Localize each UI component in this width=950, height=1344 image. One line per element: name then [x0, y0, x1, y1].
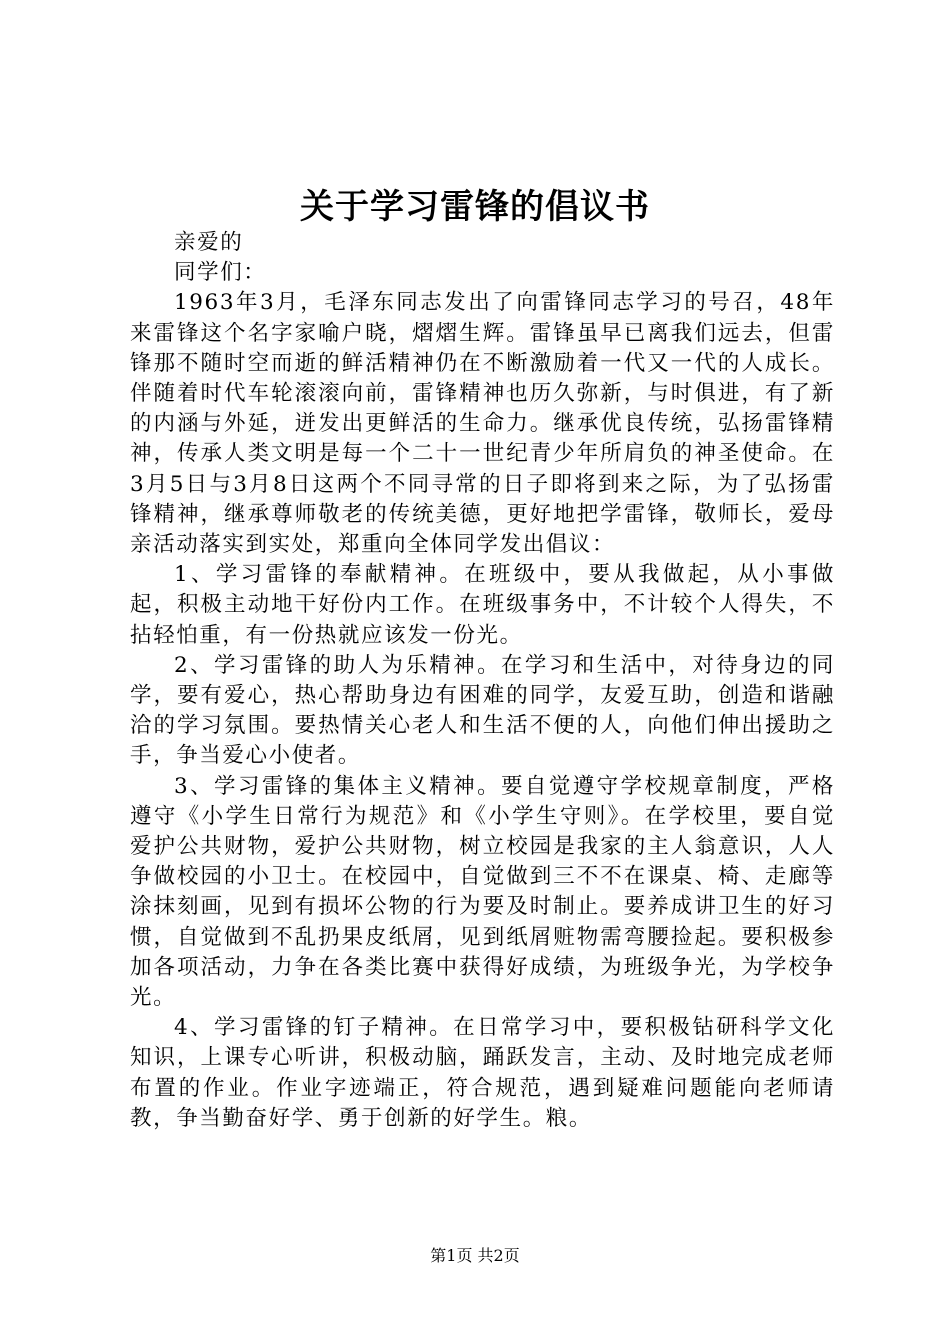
document-title: 关于学习雷锋的倡议书: [300, 187, 650, 227]
paragraph-item-3: 3、学习雷锋的集体主义精神。要自觉遵守学校规章制度，严格遵守《小学生日常行为规范》和《小学生守则》。在学校里，要自觉爱护公共财物，爱护公共财物，树立校园是我家的主人翁意识，人人争做校园的小卫士。在校园中，自觉做到三不不在课桌、椅、走廊等涂抹刻画，见到有损坏公物的行为要及时制止。要养成讲卫生的好习惯，自觉做到不乱扔果皮纸屑，见到纸屑赃物需弯腰捡起。要积极参加各项活动，力争在各类比赛中获得好成绩，为班级争光，为学校争光。: [130, 773, 835, 1011]
paragraph-item-1: 1、学习雷锋的奉献精神。在班级中，要从我做起，从小事做起，积极主动地干好份内工作。在班级事务中，不计较个人得失，不拈轻怕重，有一份热就应该发一份光。: [130, 562, 835, 648]
document-body: [130, 228, 835, 1134]
page-footer: 第1页 共2页: [430, 1246, 520, 1265]
paragraph-item-2: 2、学习雷锋的助人为乐精神。在学习和生活中，对待身边的同学，要有爱心，热心帮助身边有困难的同学，友爱互助，创造和谐融洽的学习氛围。要热情关心老人和生活不便的人，向他们伸出援助之手，争当爱心小使者。: [130, 652, 835, 769]
paragraph-intro: 1963年3月，毛泽东同志发出了向雷锋同志学习的号召，48年来雷锋这个名字家喻户晓，熠熠生辉。雷锋虽早已离我们远去，但雷锋那不随时空而逝的鲜活精神仍在不断激励着一代又一代的人成长。伴随着时代车轮滚滚向前，雷锋精神也历久弥新，与时俱进，有了新的内涵与外延，迸发出更鲜活的生命力。继承优良传统，弘扬雷锋精神，传承人类文明是每一个二十一世纪青少年所肩负的神圣使命。在3月5日与3月8日这两个不同寻常的日子即将到来之际，为了弘扬雷锋精神，继承尊师敬老的传统美德，更好地把学雷锋，敬师长，爱母亲活动落实到实处，郑重向全体同学发出倡议：: [130, 290, 835, 558]
paragraph-item-4: 4、学习雷锋的钉子精神。在日常学习中，要积极钻研科学文化知识，上课专心听讲，积极动脑，踊跃发言，主动、及时地完成老师布置的作业。作业字迹端正，符合规范，遇到疑难问题能向老师请教，争当勤奋好学、勇于创新的好学生。粮。: [130, 1015, 835, 1131]
salutation-line-1: 亲爱的: [174, 230, 244, 255]
salutation-line-2: 同学们：: [174, 260, 267, 286]
